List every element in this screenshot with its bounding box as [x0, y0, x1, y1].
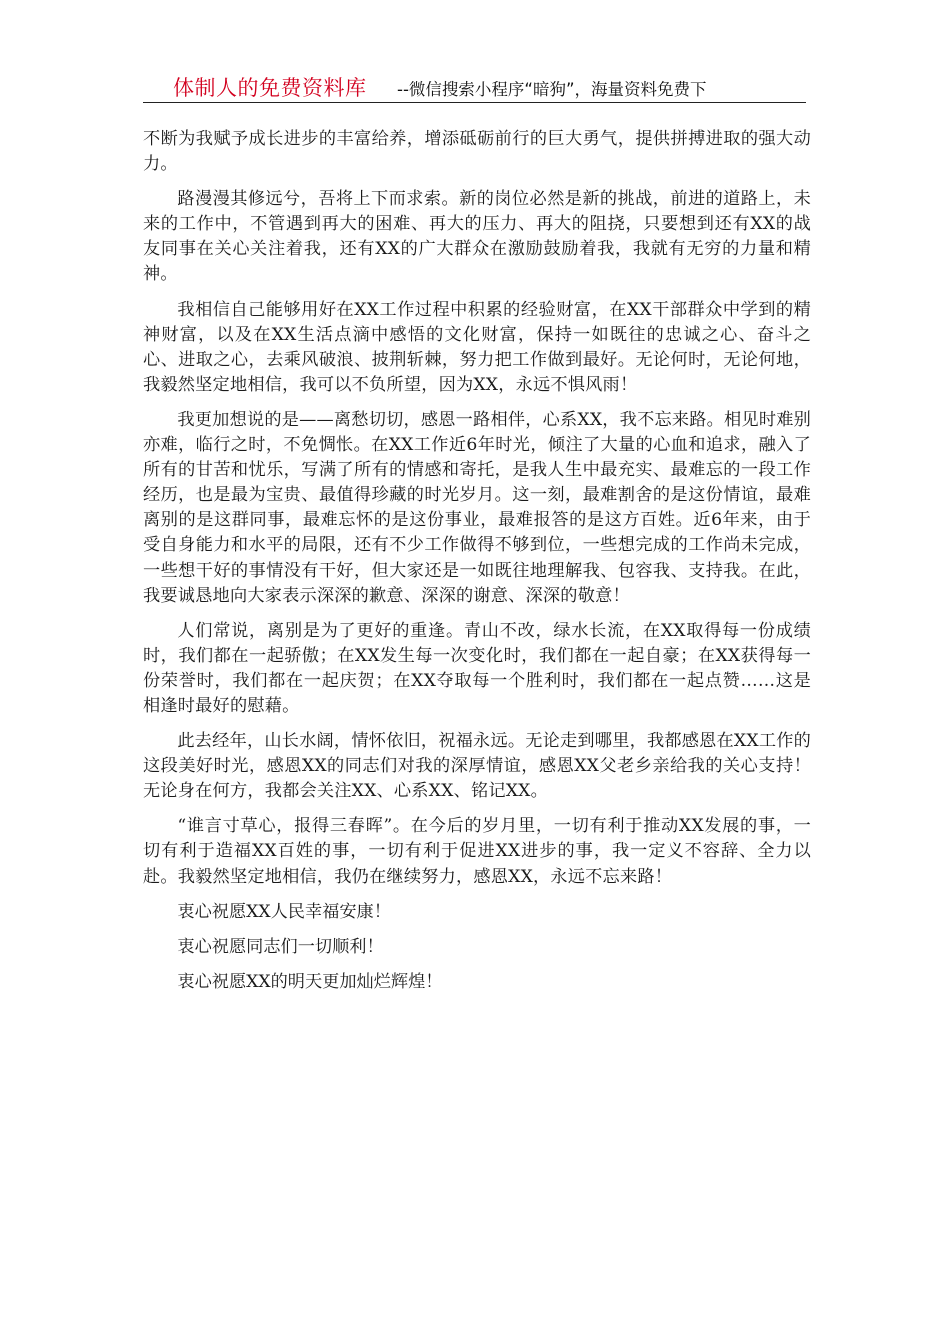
paragraph: 我更加想说的是——离愁切切，感恩一路相伴，心系XX，我不忘来路。相见时难别亦难，临行之时，不免惆怅。在XX工作近6年时光，倾注了大量的心血和追求，融入了所有的甘苦和忧乐，写满了所有的情感和寄托，是我人生中最充实、最难忘的一段工作经历，也是最为宝贵、最值得珍藏的时光岁月。这一刻，最难割舍的是这份情谊，最难离别的是这群同事，最难忘怀的是这份事业，最难报答的是这方百姓。近6年来，由于受自身能力和水平的局限，还有不少工作做得不够到位，一些想完成的工作尚未完成，一些想干好的事情没有干好，但大家还是一如既往地理解我、包容我、支持我。在此，我要诚恳地向大家表示深深的歉意、深深的谢意、深深的敬意！: [143, 409, 811, 606]
paragraph: 我相信自己能够用好在XX工作过程中积累的经验财富，在XX干部群众中学到的精神财富，以及在XX生活点滴中感悟的文化财富，保持一如既往的忠诚之心、奋斗之心、进取之心，去乘风破浪、披荆斩棘，努力把工作做到最好。无论何时，无论何地，我毅然坚定地相信，我可以不负所望，因为XX，永远不惧风雨！: [143, 299, 811, 395]
paragraph: 此去经年，山长水阔，情怀依旧，祝福永远。无论走到哪里，我都感恩在XX工作的这段美好时光，感恩XX的同志们对我的深厚情谊，感恩XX父老乡亲给我的关心支持！无论身在何方，我都会关注XX、心系XX、铭记XX。: [143, 731, 811, 802]
paragraph: “谁言寸草心，报得三春晖”。在今后的岁月里，一切有利于推动XX发展的事，一切有利于造福XX百姓的事，一切有利于促进XX进步的事，我一定义不容辞、全力以赴。我毅然坚定地相信，我仍在继续努力，感恩XX，永远不忘来路！: [143, 816, 811, 887]
page-header: [143, 70, 806, 103]
paragraph: 路漫漫其修远兮，吾将上下而求索。新的岗位必然是新的挑战，前进的道路上，未来的工作中，不管遇到再大的困难、再大的压力、再大的阻挠，只要想到还有XX的战友同事在关心关注着我，还有XX的广大群众在激励鼓励着我，我就有无穷的力量和精神。: [143, 189, 811, 285]
closing-wish: 衷心祝愿同志们一切顺利！: [177, 936, 384, 957]
closing-wish: 衷心祝愿XX的明天更加灿烂辉煌！: [177, 971, 443, 992]
header-subtitle: --微信搜索小程序“暗狗”，海量资料免费下: [397, 80, 707, 99]
header-brand: 体制人的免费资料库: [173, 76, 367, 100]
paragraph-continued: 不断为我赋予成长进步的丰富给养，增添砥砺前行的巨大勇气，提供拼搏进取的强大动力。: [143, 129, 811, 175]
closing-wish: 衷心祝愿XX人民幸福安康！: [177, 901, 391, 922]
paragraph: 人们常说，离别是为了更好的重逢。青山不改，绿水长流，在XX取得每一份成绩时，我们都在一起骄傲；在XX发生每一次变化时，我们都在一起自豪；在XX获得每一份荣誉时，我们都在一起庆贺；在XX夺取每一个胜利时，我们都在一起点赞……这是相逢时最好的慰藉。: [143, 620, 811, 716]
document-body: [143, 127, 811, 995]
